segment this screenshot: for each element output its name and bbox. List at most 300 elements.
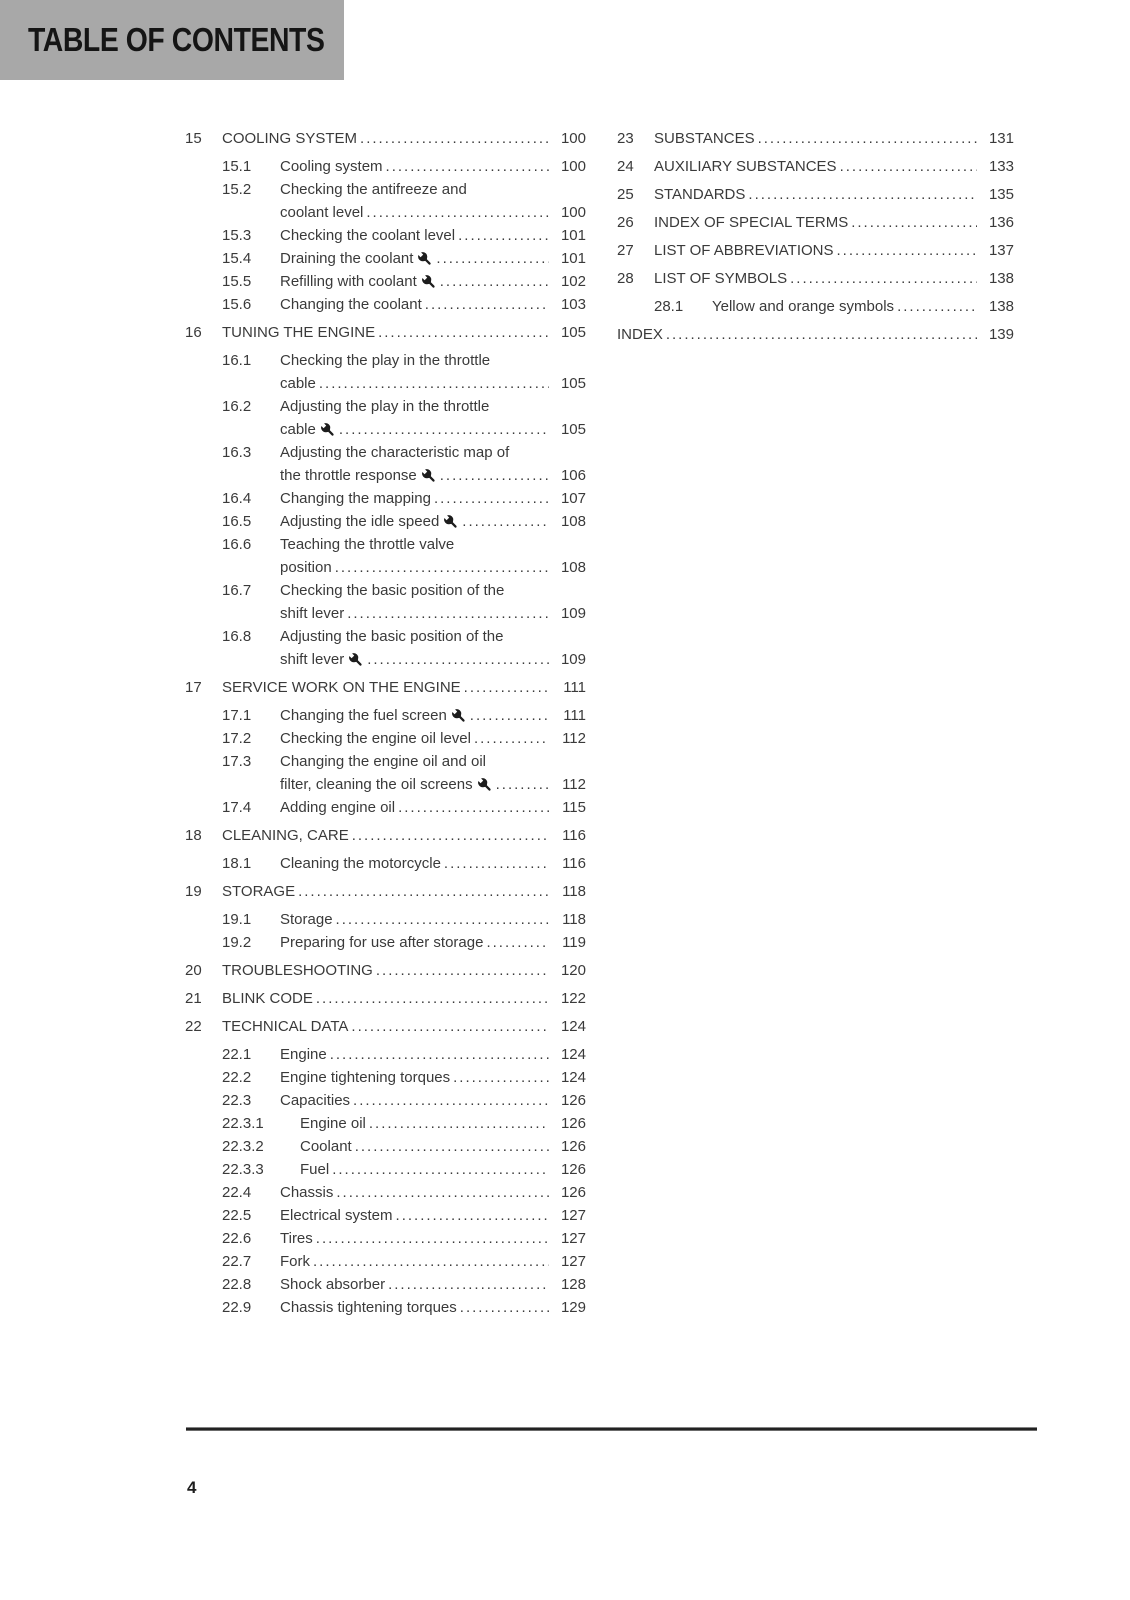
toc-entry xyxy=(185,1273,586,1296)
toc-entry-title: coolant level xyxy=(280,204,364,221)
toc-entry-title: shift lever xyxy=(280,651,345,668)
toc-entry-line xyxy=(280,1043,586,1066)
toc-entry-page: 108 xyxy=(560,513,586,530)
toc-entry-title: Changing the engine oil and oil xyxy=(280,753,486,770)
toc-entry-body xyxy=(300,1135,586,1158)
toc-entry-title: LIST OF SYMBOLS xyxy=(654,270,788,287)
toc-entry-title: Checking the play in the throttle xyxy=(280,352,491,369)
toc-entry-number: 26 xyxy=(617,214,634,231)
toc-entry-line xyxy=(280,773,586,796)
toc-entry-number: 22.3.3 xyxy=(222,1161,264,1178)
toc-entry xyxy=(185,796,586,819)
toc-entry-body xyxy=(280,750,586,796)
toc-entry-line xyxy=(654,267,1014,290)
toc-entry-line xyxy=(280,648,586,671)
toc-entry-line xyxy=(300,1158,586,1181)
toc-entry-title: SUBSTANCES xyxy=(654,130,755,147)
toc-entry-title: Cooling system xyxy=(280,158,383,175)
toc-entry-number: 22.6 xyxy=(222,1230,252,1247)
toc-entry-page: 118 xyxy=(562,911,586,928)
toc-entry-page: 120 xyxy=(560,962,586,979)
dot-leader xyxy=(336,1181,549,1204)
toc-entry-line xyxy=(280,349,586,372)
toc-entry-title: Checking the basic position of the xyxy=(280,582,505,599)
toc-entry-title: TUNING THE ENGINE xyxy=(222,324,376,341)
toc-entry-page: 128 xyxy=(560,1276,586,1293)
dot-leader xyxy=(758,127,977,150)
wrench-icon xyxy=(348,652,364,668)
toc-entry-body xyxy=(280,1066,586,1089)
toc-entry-title: Fuel xyxy=(300,1161,330,1178)
toc-section xyxy=(185,676,586,699)
wrench-icon xyxy=(443,514,459,530)
dot-leader xyxy=(458,224,549,247)
toc-section xyxy=(185,880,586,903)
toc-entry-number: 22.5 xyxy=(222,1207,252,1224)
toc-entry-title: TECHNICAL DATA xyxy=(222,1018,349,1035)
toc-entry-page: 135 xyxy=(988,186,1014,203)
toc-entry-title: Yellow and orange symbols xyxy=(712,298,895,315)
toc-entry-body xyxy=(280,510,586,533)
toc-entry-line xyxy=(280,510,586,533)
toc-entry-title: Engine oil xyxy=(300,1115,366,1132)
toc-entry-number: 22.2 xyxy=(222,1069,252,1086)
toc-entry-page: 133 xyxy=(988,158,1014,175)
toc-entry-body xyxy=(654,183,1014,206)
toc-entry-page: 126 xyxy=(560,1092,586,1109)
dot-leader xyxy=(837,239,978,262)
toc-entry-title: Chassis tightening torques xyxy=(280,1299,457,1316)
toc-entry-body xyxy=(280,349,586,395)
toc-entry-number: 17.1 xyxy=(222,707,252,724)
dot-leader xyxy=(378,321,549,344)
dot-leader xyxy=(313,1250,549,1273)
toc-entry xyxy=(185,441,586,487)
toc-entry xyxy=(185,1158,586,1181)
toc-entry-number: 19.1 xyxy=(222,911,252,928)
toc-entry-title: TROUBLESHOOTING xyxy=(222,962,373,979)
toc-entry-page: 105 xyxy=(560,375,586,392)
toc-section xyxy=(185,321,586,344)
toc-entry-page: 112 xyxy=(562,776,586,793)
toc-entry xyxy=(185,625,586,671)
toc-entry-line xyxy=(222,1015,586,1038)
toc-entry-number: 17.4 xyxy=(222,799,252,816)
toc-entry-title: Cleaning the motorcycle xyxy=(280,855,441,872)
toc-entry-line xyxy=(280,727,586,750)
toc-entry-body xyxy=(280,579,586,625)
toc-entry-number: 22.4 xyxy=(222,1184,252,1201)
toc-entry-body xyxy=(654,267,1014,290)
dot-leader xyxy=(352,824,549,847)
dot-leader xyxy=(316,1227,549,1250)
toc-entry-page: 127 xyxy=(560,1253,586,1270)
toc-entry-line xyxy=(280,1273,586,1296)
dot-leader xyxy=(470,704,549,727)
toc-entry-line xyxy=(280,533,586,556)
toc-entry xyxy=(185,1089,586,1112)
toc-entry-page: 126 xyxy=(560,1184,586,1201)
toc-entry-title: Refilling with coolant xyxy=(280,273,417,290)
toc-entry-page: 101 xyxy=(560,227,586,244)
toc-entry-page: 100 xyxy=(560,130,586,147)
toc-entry xyxy=(185,1296,586,1319)
toc-entry-number: 16.2 xyxy=(222,398,252,415)
toc-entry-body xyxy=(222,987,586,1010)
dot-leader xyxy=(386,155,549,178)
toc-entry-line xyxy=(280,441,586,464)
toc-entry-line xyxy=(222,987,586,1010)
page-number: 4 xyxy=(187,1478,197,1497)
toc-entry-page: 131 xyxy=(988,130,1014,147)
toc-entry-body xyxy=(280,224,586,247)
toc-entry-title: Checking the antifreeze and xyxy=(280,181,467,198)
toc-entry-page: 122 xyxy=(560,990,586,1007)
toc-entry-body xyxy=(280,625,586,671)
toc-entry xyxy=(185,750,586,796)
toc-entry-body xyxy=(280,1250,586,1273)
dot-leader xyxy=(464,676,549,699)
dot-leader xyxy=(897,295,977,318)
toc-entry-line xyxy=(280,487,586,510)
toc-entry-body xyxy=(300,1158,586,1181)
toc-entry-line xyxy=(280,201,586,224)
toc-entry-line xyxy=(280,750,586,773)
toc-entry-page: 137 xyxy=(988,242,1014,259)
toc-entry-number: 15.3 xyxy=(222,227,252,244)
dot-leader xyxy=(840,155,977,178)
toc-entry-line xyxy=(300,1112,586,1135)
toc-entry-number: 16.8 xyxy=(222,628,252,645)
toc-entry-page: 107 xyxy=(560,490,586,507)
toc-entry-title: SERVICE WORK ON THE ENGINE xyxy=(222,679,461,696)
toc-entry-number: 15.4 xyxy=(222,250,252,267)
toc-entry-title: Fork xyxy=(280,1253,310,1270)
toc-entry-body xyxy=(280,852,586,875)
toc-entry-body xyxy=(280,727,586,750)
toc-entry-body xyxy=(654,155,1014,178)
toc-entry-title: Shock absorber xyxy=(280,1276,386,1293)
toc-entry xyxy=(185,533,586,579)
toc-entry-page: 111 xyxy=(563,679,586,696)
toc-entry-line xyxy=(280,852,586,875)
wrench-icon xyxy=(320,422,336,438)
toc-entry-line xyxy=(654,211,1014,234)
toc-entry-number: 19.2 xyxy=(222,934,252,951)
toc-entry-title: cable xyxy=(280,421,316,438)
wrench-icon xyxy=(477,777,493,793)
dot-leader xyxy=(462,510,549,533)
wrench-icon xyxy=(421,468,437,484)
toc-entry-body xyxy=(280,704,586,727)
toc-entry-title: Changing the mapping xyxy=(280,490,431,507)
toc-entry-number: 22.1 xyxy=(222,1046,252,1063)
toc-entry-page: 127 xyxy=(560,1207,586,1224)
toc-entry-line xyxy=(280,908,586,931)
toc-entry-title: Checking the coolant level xyxy=(280,227,456,244)
dot-leader xyxy=(474,727,549,750)
dot-leader xyxy=(339,418,549,441)
toc-entry-line xyxy=(280,178,586,201)
toc-entry-title: Adjusting the basic position of the xyxy=(280,628,504,645)
toc-entry-number: 15.6 xyxy=(222,296,252,313)
toc-entry-body xyxy=(280,487,586,510)
toc-entry-number: 16.6 xyxy=(222,536,252,553)
toc-entry-title: Preparing for use after storage xyxy=(280,934,484,951)
toc-entry-title: STORAGE xyxy=(222,883,296,900)
toc-entry-line xyxy=(280,931,586,954)
toc-entry-title: Adjusting the characteristic map of xyxy=(280,444,510,461)
toc-entry-line xyxy=(280,1296,586,1319)
toc-entry-line xyxy=(280,1181,586,1204)
toc-entry-number: 20 xyxy=(185,962,202,979)
toc-entry-page: 124 xyxy=(560,1046,586,1063)
toc-section xyxy=(185,987,586,1010)
toc-entry-page: 105 xyxy=(560,324,586,341)
toc-entry-line xyxy=(280,1089,586,1112)
toc-entry-page: 118 xyxy=(562,883,586,900)
toc-entry-page: 138 xyxy=(988,270,1014,287)
toc-entry-title: shift lever xyxy=(280,605,345,622)
dot-leader xyxy=(336,908,549,931)
toc-entry-line xyxy=(280,1227,586,1250)
toc-entry-body xyxy=(222,880,586,903)
toc-entry-number: 16 xyxy=(185,324,202,341)
toc-entry-title: Teaching the throttle valve xyxy=(280,536,455,553)
toc-section xyxy=(617,183,1014,206)
toc-entry-title: Adding engine oil xyxy=(280,799,396,816)
dot-leader xyxy=(367,648,549,671)
toc-entry-page: 109 xyxy=(560,651,586,668)
toc-entry-number: 16.1 xyxy=(222,352,252,369)
toc-entry-body xyxy=(300,1112,586,1135)
toc-entry-line xyxy=(280,247,586,270)
toc-entry-title: Capacities xyxy=(280,1092,351,1109)
toc-entry-number: 15.2 xyxy=(222,181,252,198)
toc-entry-number: 16.4 xyxy=(222,490,252,507)
toc-entry xyxy=(185,247,586,270)
toc-entry xyxy=(185,178,586,224)
toc-entry-number: 15.1 xyxy=(222,158,252,175)
toc-entry-page: 136 xyxy=(988,214,1014,231)
toc-section xyxy=(185,127,586,150)
toc-entry-number: 28.1 xyxy=(654,298,684,315)
toc-entry-page: 124 xyxy=(560,1069,586,1086)
dot-leader xyxy=(460,1296,549,1319)
toc-entry-page: 126 xyxy=(560,1161,586,1178)
dot-leader xyxy=(332,1158,549,1181)
toc-section xyxy=(617,155,1014,178)
toc-entry-line xyxy=(280,464,586,487)
dot-leader xyxy=(376,959,549,982)
toc-entry-page: 127 xyxy=(560,1230,586,1247)
toc-entry-line xyxy=(654,183,1014,206)
toc-entry-line xyxy=(222,127,586,150)
toc-entry-line xyxy=(222,824,586,847)
toc-entry-number: 16.5 xyxy=(222,513,252,530)
toc-entry-body xyxy=(280,178,586,224)
toc-entry-number: 18 xyxy=(185,827,202,844)
dot-leader xyxy=(444,852,549,875)
toc-entry-title: Storage xyxy=(280,911,333,928)
toc-entry-body xyxy=(222,959,586,982)
toc-entry-page: 101 xyxy=(560,250,586,267)
toc-entry xyxy=(185,931,586,954)
wrench-icon xyxy=(451,708,467,724)
dot-leader xyxy=(666,323,977,346)
dot-leader xyxy=(440,270,549,293)
toc-entry-body xyxy=(222,676,586,699)
toc-entry-title: Engine tightening torques xyxy=(280,1069,451,1086)
toc-entry-number: 16.3 xyxy=(222,444,252,461)
toc-entry-number: 15 xyxy=(185,130,202,147)
dot-leader xyxy=(748,183,977,206)
toc-entry-body xyxy=(654,127,1014,150)
toc-entry-body xyxy=(280,931,586,954)
toc-entry-page: 100 xyxy=(560,204,586,221)
toc-entry-line xyxy=(280,1066,586,1089)
dot-leader xyxy=(351,1015,549,1038)
toc-entry-line xyxy=(222,880,586,903)
toc-column-right xyxy=(617,122,1014,351)
toc-entry-line xyxy=(712,295,1014,318)
dot-leader xyxy=(366,201,549,224)
toc-entry-line xyxy=(280,395,586,418)
toc-entry-body xyxy=(280,395,586,441)
dot-leader xyxy=(355,1135,549,1158)
toc-entry-title: Tires xyxy=(280,1230,313,1247)
toc-entry-title: AUXILIARY SUBSTANCES xyxy=(654,158,837,175)
toc-entry-body xyxy=(280,247,586,270)
dot-leader xyxy=(440,464,549,487)
toc-entry xyxy=(185,510,586,533)
toc-entry-line xyxy=(280,556,586,579)
toc-entry-title: Electrical system xyxy=(280,1207,393,1224)
toc-entry xyxy=(185,1204,586,1227)
toc-entry-line xyxy=(280,372,586,395)
toc-section xyxy=(185,959,586,982)
toc-section xyxy=(185,824,586,847)
dot-leader xyxy=(851,211,977,234)
dot-leader xyxy=(496,773,549,796)
toc-entry-line xyxy=(280,418,586,441)
toc-entry-number: 17.3 xyxy=(222,753,252,770)
toc-entry-page: 109 xyxy=(560,605,586,622)
toc-entry-body xyxy=(222,824,586,847)
toc-entry-title: COOLING SYSTEM xyxy=(222,130,358,147)
dot-leader xyxy=(347,602,549,625)
dot-leader xyxy=(319,372,549,395)
toc-entry-line xyxy=(280,1250,586,1273)
wrench-icon xyxy=(417,251,433,267)
dot-leader xyxy=(369,1112,549,1135)
toc-entry-page: 126 xyxy=(560,1138,586,1155)
toc-entry-line xyxy=(654,239,1014,262)
toc-entry-number: 22.3.2 xyxy=(222,1138,264,1155)
toc-entry-title: the throttle response xyxy=(280,467,417,484)
toc-entry-number: 22.7 xyxy=(222,1253,252,1270)
dot-leader xyxy=(434,487,549,510)
toc-entry xyxy=(185,487,586,510)
toc-entry-line xyxy=(280,1204,586,1227)
toc-entry-body xyxy=(617,323,1014,346)
toc-entry-line xyxy=(280,155,586,178)
dot-leader xyxy=(425,293,549,316)
toc-entry xyxy=(185,852,586,875)
toc-entry-title: INDEX OF SPECIAL TERMS xyxy=(654,214,849,231)
toc-entry-title: Checking the engine oil level xyxy=(280,730,471,747)
toc-entry xyxy=(185,1250,586,1273)
toc-entry-line xyxy=(617,323,1014,346)
toc-entry-number: 15.5 xyxy=(222,273,252,290)
toc-entry xyxy=(185,1227,586,1250)
toc-entry-body xyxy=(280,1296,586,1319)
toc-entry-number: 16.7 xyxy=(222,582,252,599)
toc-entry-page: 116 xyxy=(562,827,586,844)
toc-entry-number: 25 xyxy=(617,186,634,203)
toc-entry xyxy=(185,727,586,750)
dot-leader xyxy=(436,247,549,270)
toc-entry xyxy=(185,1135,586,1158)
dot-leader xyxy=(360,127,549,150)
toc-entry-body xyxy=(280,1043,586,1066)
toc-entry-title: cable xyxy=(280,375,316,392)
toc-entry-body xyxy=(280,1204,586,1227)
toc-entry-title: Changing the coolant xyxy=(280,296,422,313)
toc-entry-line xyxy=(222,676,586,699)
toc-entry-number: 21 xyxy=(185,990,202,1007)
toc-entry xyxy=(617,295,1014,318)
toc-entry-body xyxy=(712,295,1014,318)
toc-entry xyxy=(185,155,586,178)
dot-leader xyxy=(388,1273,549,1296)
toc-entry xyxy=(185,270,586,293)
toc-entry-title: STANDARDS xyxy=(654,186,746,203)
toc-entry xyxy=(185,1066,586,1089)
toc-section xyxy=(185,1015,586,1038)
toc-entry-title: Chassis xyxy=(280,1184,334,1201)
toc-entry-page: 115 xyxy=(562,799,586,816)
toc-entry-page: 112 xyxy=(562,730,586,747)
toc-entry-body xyxy=(654,239,1014,262)
dot-leader xyxy=(330,1043,549,1066)
toc-entry-body xyxy=(280,533,586,579)
toc-entry-page: 129 xyxy=(560,1299,586,1316)
toc-entry-body xyxy=(222,321,586,344)
toc-entry xyxy=(617,323,1014,346)
toc-entry-number: 22.8 xyxy=(222,1276,252,1293)
dot-leader xyxy=(790,267,977,290)
toc-entry-page: 126 xyxy=(560,1115,586,1132)
dot-leader xyxy=(353,1089,549,1112)
toc-entry-title: filter, cleaning the oil screens xyxy=(280,776,473,793)
toc-entry-line xyxy=(280,224,586,247)
toc-entry-title: position xyxy=(280,559,332,576)
toc-entry-number: 18.1 xyxy=(222,855,252,872)
toc-entry-page: 106 xyxy=(560,467,586,484)
toc-entry-body xyxy=(222,1015,586,1038)
toc-entry xyxy=(185,908,586,931)
toc-entry-body xyxy=(280,441,586,487)
toc-entry-title: LIST OF ABBREVIATIONS xyxy=(654,242,834,259)
toc-entry-page: 138 xyxy=(988,298,1014,315)
toc-entry xyxy=(185,579,586,625)
toc-entry-number: 24 xyxy=(617,158,634,175)
toc-entry-line xyxy=(280,625,586,648)
toc-entry xyxy=(185,395,586,441)
toc-entry-body xyxy=(280,908,586,931)
toc-entry-body xyxy=(280,1273,586,1296)
